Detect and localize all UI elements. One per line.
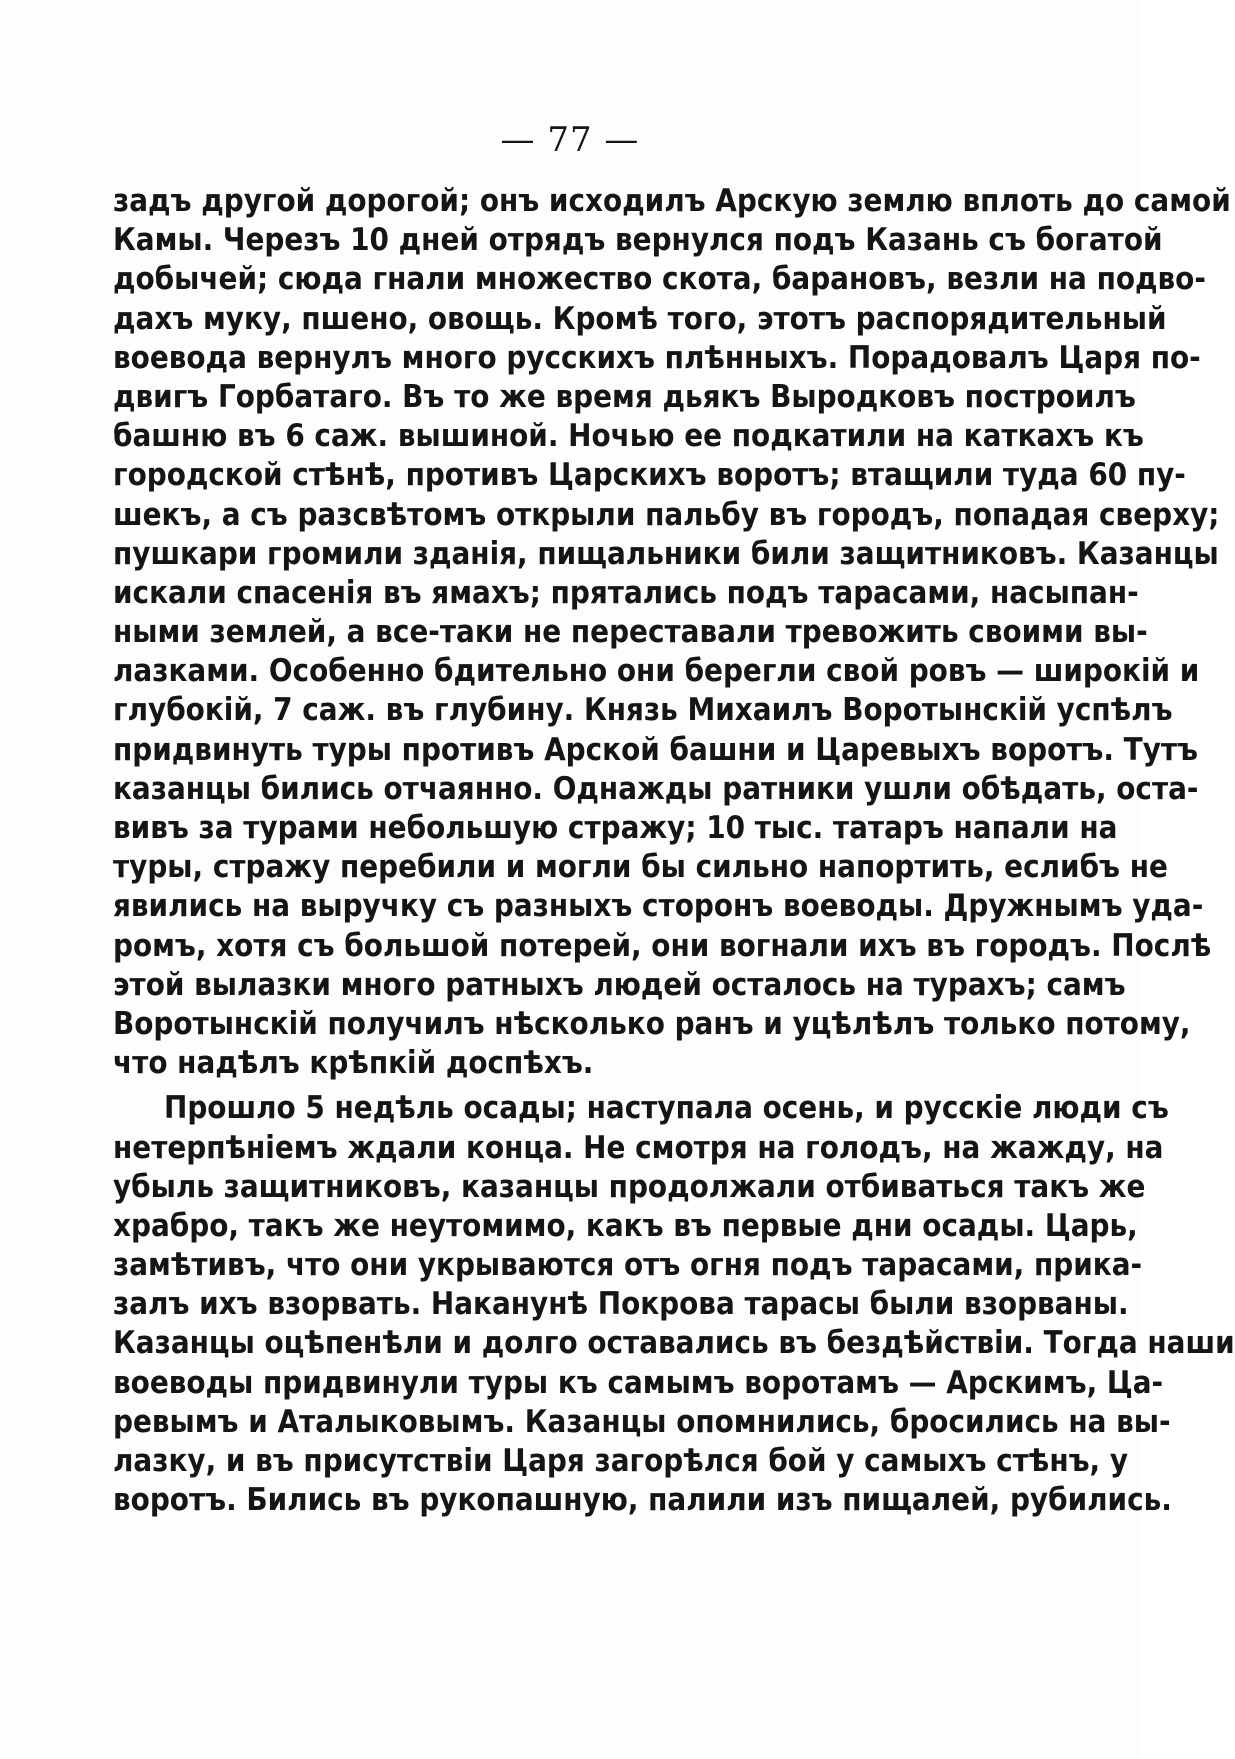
text-line: лазками. Особенно бдительно они берегли свой ровъ — широкій и bbox=[113, 653, 1200, 690]
text-line: воротъ. Бились въ рукопашную, палили изъ пищалей, рубились. bbox=[113, 1482, 1172, 1519]
text-line: этой вылазки много ратныхъ людей осталось на турахъ; самъ bbox=[113, 966, 1126, 1003]
text-line: замѣтивъ, что они укрываются отъ огня подъ тарасами, прика- bbox=[113, 1247, 1143, 1284]
text-line: ными землей, а все-таки не переставали тревожить своими вы- bbox=[113, 614, 1148, 651]
text-line: Прошло 5 недѣль осады; наступала осень, и русскіе люди съ bbox=[164, 1090, 1169, 1127]
text-line: Казанцы оцѣпенѣли и долго оставались въ бездѣйствіи. Тогда наши bbox=[113, 1325, 1235, 1362]
text-line: воевода вернулъ много русскихъ плѣнныхъ. Порадовалъ Царя по- bbox=[113, 339, 1201, 376]
text-line: нетерпѣніемъ ждали конца. Не смотря на голодъ, на жажду, на bbox=[113, 1129, 1164, 1166]
text-line: придвинуть туры противъ Арской башни и Царевыхъ воротъ. Тутъ bbox=[113, 731, 1198, 768]
paragraph-1 bbox=[113, 182, 1231, 1083]
text-line: явились на выручку съ разныхъ сторонъ воеводы. Дружнымъ уда- bbox=[113, 888, 1204, 925]
text-line: башню въ 6 саж. вышиной. Ночью ее подкатили на каткахъ къ bbox=[113, 418, 1144, 455]
text-line: задъ другой дорогой; онъ исходилъ Арскую землю вплоть до самой bbox=[113, 183, 1231, 219]
text-line: воеводы придвинули туры къ самымъ воротамъ — Арскимъ, Ца- bbox=[113, 1364, 1164, 1401]
text-line: искали спасенія въ ямахъ; прятались подъ тарасами, насыпан- bbox=[113, 574, 1139, 611]
text-line: храбро, такъ же неутомимо, какъ въ первые дни осады. Царь, bbox=[113, 1207, 1138, 1244]
text-line: казанцы бились отчаянно. Однажды ратники ушли обѣдать, оста- bbox=[113, 770, 1199, 807]
text-line: добычей; сюда гнали множество скота, барановъ, везли на подво- bbox=[113, 261, 1206, 298]
text-line: дахъ муку, пшено, овощь. Кромѣ того, этотъ распорядительный bbox=[113, 300, 1167, 337]
text-line: ромъ, хотя съ большой потерей, они вогнали ихъ въ городъ. Послѣ bbox=[113, 927, 1212, 964]
page-number: — 77 — bbox=[500, 120, 640, 160]
text-line: что надѣлъ крѣпкій доспѣхъ. bbox=[113, 1045, 594, 1082]
text-line: вивъ за турами небольшую стражу; 10 тыс. татаръ напали на bbox=[113, 810, 1118, 846]
text-line: пушкари громили зданія, пищальники били защитниковъ. Казанцы bbox=[113, 535, 1219, 572]
body-text bbox=[113, 182, 1235, 1520]
text-line: двигъ Горбатаго. Въ то же время дьякъ Выродковъ построилъ bbox=[113, 378, 1136, 415]
text-line: ревымъ и Аталыковымъ. Казанцы опомнились, бросились на вы- bbox=[113, 1403, 1171, 1440]
text-line: лазку, и въ присутствіи Царя загорѣлся бой у самыхъ стѣнъ, у bbox=[113, 1443, 1129, 1479]
text-line: залъ ихъ взорвать. Наканунѣ Покрова тарасы были взорваны. bbox=[113, 1286, 1129, 1323]
text-line: убыль защитниковъ, казанцы продолжали отбиваться такъ же bbox=[113, 1168, 1146, 1205]
text-line: туры, стражу перебили и могли бы сильно напортить, еслибъ не bbox=[113, 849, 1168, 886]
text-line: Воротынскій получилъ нѣсколько ранъ и уцѣлѣлъ только потому, bbox=[113, 1005, 1191, 1042]
paragraph-2 bbox=[113, 1089, 1235, 1520]
text-line: глубокій, 7 саж. въ глубину. Князь Михаилъ Воротынскій успѣлъ bbox=[113, 692, 1173, 729]
text-line: Камы. Черезъ 10 дней отрядъ вернулся подъ Казань съ богатой bbox=[113, 222, 1163, 259]
text-line: шекъ, а съ разсвѣтомъ открыли пальбу въ городъ, попадая сверху; bbox=[113, 496, 1220, 533]
text-line: городской стѣнѣ, противъ Царскихъ воротъ; втащили туда 60 пу- bbox=[113, 457, 1186, 494]
